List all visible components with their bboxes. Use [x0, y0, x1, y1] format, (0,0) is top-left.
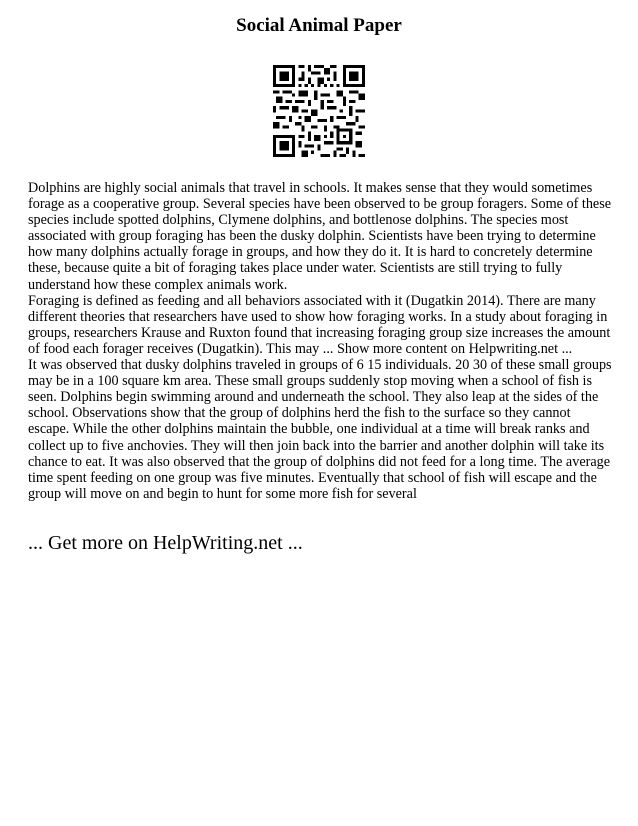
paragraph: It was observed that dusky dolphins traveled in groups of 6 15 individuals. 20 30 of these small groups may be in a 100 square km area. These small groups suddenly stop moving when a school of fish is seen. Dolphins begin swimming around and underneath the school. They also leap at the sides of the school. Observations show that the group of dolphins herd the fish to the surface so they cannot escape. While the other dolphins maintain the bubble, one individual at a time will break ranks and collect up to five anchovies. They will then join back into the barrier and another dolphin will take its chance to eat. It was also observed that the group of dolphins did not feed for a long time. The average time spent feeding on one group was five minutes. Eventually that school of fish will escape and the group will move on and begin to hunt for some more fish for several: [28, 357, 612, 502]
paragraph: Foraging is defined as feeding and all behaviors associated with it (Dugatkin 2014). There are many different theories that researchers have used to show how foraging works. In a study about foraging in groups, researchers Krause and Ruxton found that increasing foraging group size increases the amount of food each forager receives (Dugatkin). This may ... Show more content on Helpwriting.net ...: [28, 292, 611, 357]
qr-code: [273, 65, 365, 157]
paragraph: Dolphins are highly social animals that travel in schools. It makes sense that they would sometimes forage as a cooperative group. Several species have been observed to be group foragers. Some of these species include spotted dolphins, Clymene dolphins, and bottlenose dolphins. The species most associated with group foraging has been the dusky dolphin. Scientists have been trying to determine how many dolphins actually forage in groups, and how they do it. It is hard to concretely determine these, because quite a bit of foraging takes place under water. Scientists are still trying to fully understand how these complex animals work.: [28, 180, 612, 293]
qr-code-icon: [273, 65, 365, 157]
body-text: [28, 180, 612, 502]
page-title: Social Animal Paper: [236, 15, 402, 36]
get-more-link[interactable]: ... Get more on HelpWriting.net ...: [28, 532, 303, 554]
